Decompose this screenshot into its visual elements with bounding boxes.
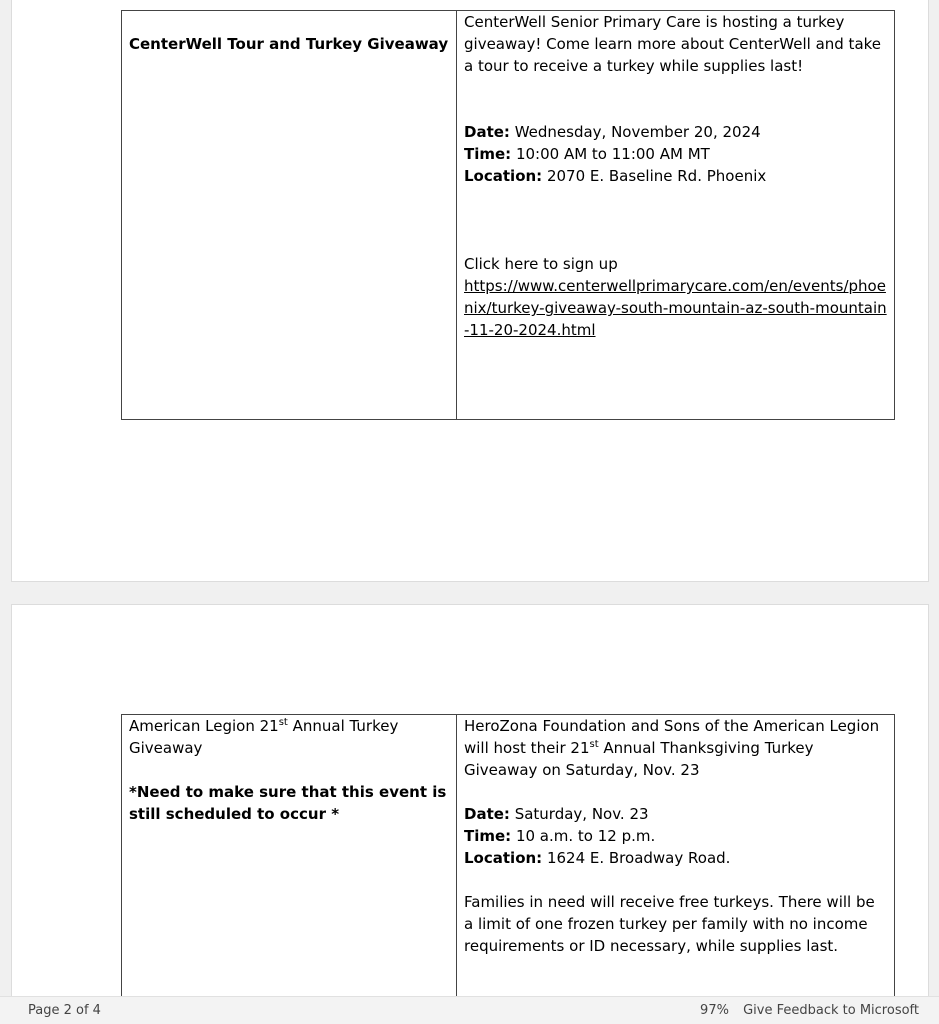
event-details-cell	[457, 715, 895, 997]
event-title-cell	[122, 715, 457, 997]
event-time: Time: 10 a.m. to 12 p.m.	[464, 827, 656, 845]
zoom-level[interactable]: 97%	[700, 1003, 729, 1018]
feedback-link[interactable]: Give Feedback to Microsoft	[743, 1003, 919, 1018]
event-date: Date: Wednesday, November 20, 2024	[464, 123, 761, 141]
event-date: Date: Saturday, Nov. 23	[464, 805, 649, 823]
event-description: HeroZona Foundation and Sons of the American Legion will host their 21st Annual Thanksgiving Turkey Giveaway on Saturday, Nov. 23	[464, 717, 880, 779]
page-indicator[interactable]: Page 2 of 4	[28, 1003, 101, 1018]
event-location: Location: 2070 E. Baseline Rd. Phoenix	[464, 167, 767, 185]
event-description: CenterWell Senior Primary Care is hosting a turkey giveaway! Come learn more about CenterWell and take a tour to receive a turkey while supplies last!	[464, 13, 882, 75]
events-table	[121, 714, 895, 996]
event-time: Time: 10:00 AM to 11:00 AM MT	[464, 145, 710, 163]
event-details-cell	[457, 11, 895, 420]
signup-link[interactable]: https://www.centerwellprimarycare.com/en/events/phoenix/turkey-giveaway-south-mountain-az-south-mountain-11-20-2024.html	[464, 277, 887, 339]
table-row	[122, 715, 895, 997]
event-families-note: Families in need will receive free turkeys. There will be a limit of one frozen turkey per family with no income requirements or ID necessary, while supplies last.	[464, 893, 875, 955]
event-note: *Need to make sure that this event is still scheduled to occur *	[129, 783, 447, 823]
event-title-cell	[122, 11, 457, 420]
document-page	[11, 604, 929, 996]
status-right-group	[690, 1003, 919, 1018]
table-row	[122, 11, 895, 420]
document-page	[11, 0, 929, 582]
event-title: American Legion 21st Annual Turkey Giveaway	[129, 717, 399, 757]
status-bar	[0, 996, 939, 1024]
events-table	[121, 10, 895, 420]
signup-text: Click here to sign up	[464, 255, 618, 273]
event-title: CenterWell Tour and Turkey Giveaway	[129, 35, 449, 53]
event-location: Location: 1624 E. Broadway Road.	[464, 849, 731, 867]
